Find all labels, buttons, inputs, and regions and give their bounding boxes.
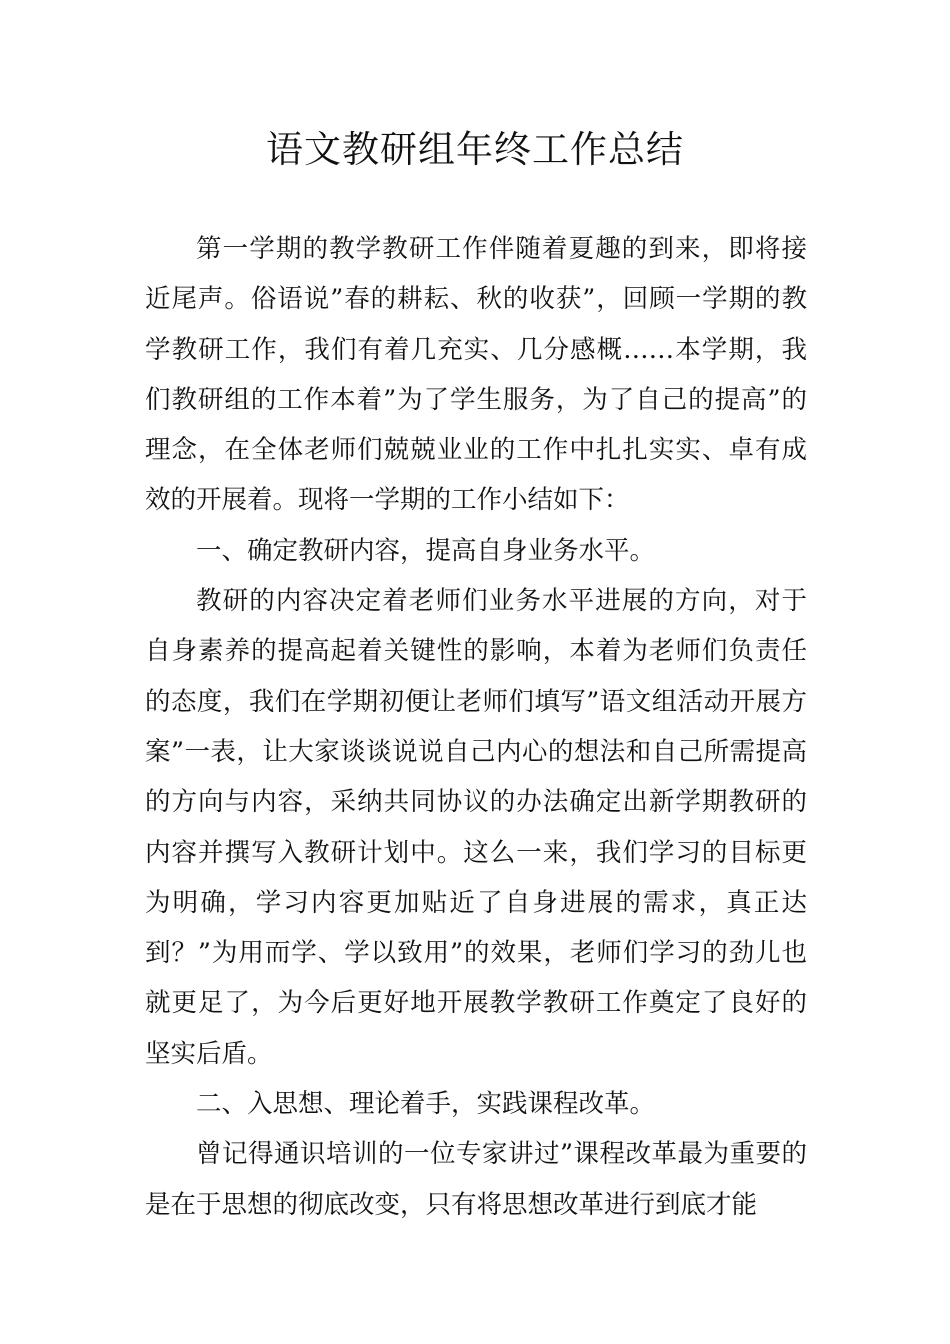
section-heading-1: 一、确定教研内容，提高自身业务水平。: [196, 535, 656, 566]
section-heading-2: 二、入思想、理论着手，实践课程改革。: [196, 1089, 656, 1120]
paragraph-intro: 第一学期的教学教研工作伴随着夏趣的到来，即将接近尾声。俗语说”春的耕耘、秋的收获”，回顾一学期的教学教研工作，我们有着几充实、几分感概……本学期，我们教研组的工作本着”为了学生服务，为了自己的提高”的理念，在全体老师们兢兢业业的工作中扎扎实实、卓有成效的开展着。现将一学期的工作小结如下：: [145, 234, 807, 516]
paragraph-section-1: 教研的内容决定着老师们业务水平进展的方向，对于自身素养的提高起着关键性的影响，本着为老师们负责任的态度，我们在学期初便让老师们填写”语文组活动开展方案”一表，让大家谈谈说说自己内心的想法和自己所需提高的方向与内容，采纳共同协议的办法确定出新学期教研的内容并撰写入教研计划中。这么一来，我们学习的目标更为明确，学习内容更加贴近了自身进展的需求，真正达到？”为用而学、学以致用”的效果，老师们学习的劲儿也就更足了，为今后更好地开展教学教研工作奠定了良好的坚实后盾。: [145, 586, 807, 1069]
document-title: 语文教研组年终工作总结: [266, 128, 684, 171]
paragraph-section-2: 曾记得通识培训的一位专家讲过”课程改革最为重要的是在于思想的彻底改变，只有将思想改革进行到底才能: [145, 1139, 807, 1220]
document-body: [145, 224, 807, 1230]
